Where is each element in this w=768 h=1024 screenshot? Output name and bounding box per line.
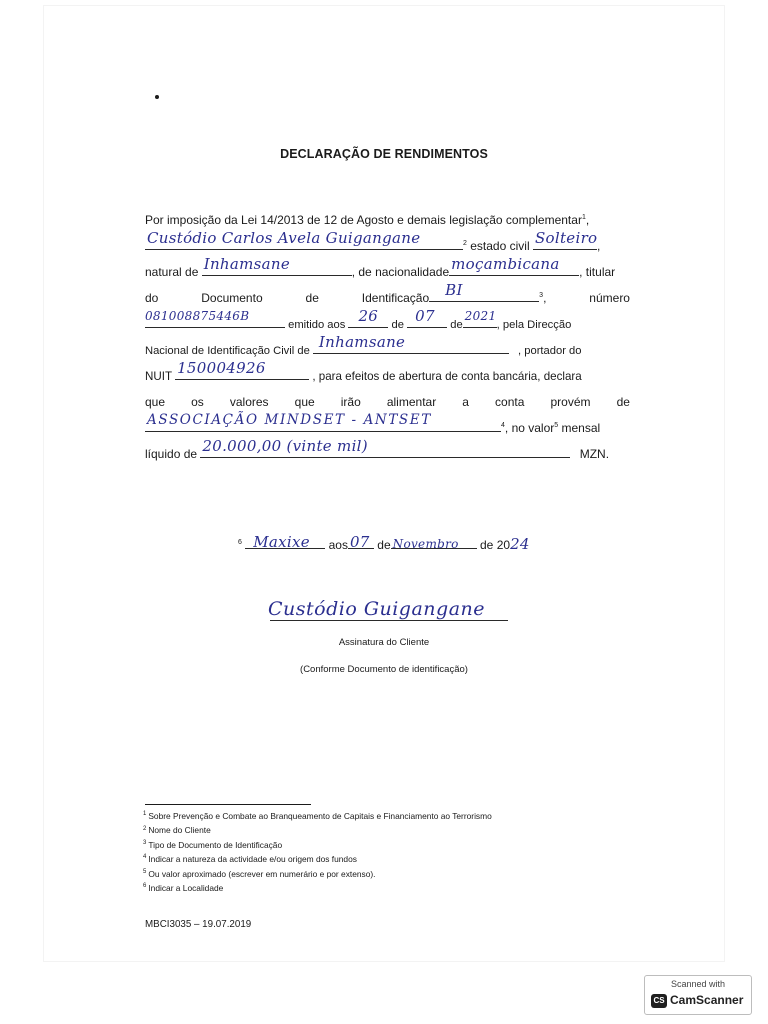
- fund-origin-value: ASSOCIAÇÃO MINDSET - ANTSET: [147, 412, 432, 429]
- camscanner-watermark: [644, 975, 752, 1015]
- date-month-field: [391, 533, 477, 549]
- word-de-1: de: [391, 319, 404, 331]
- word-de-4: de: [480, 538, 494, 552]
- nuit-field: [175, 359, 309, 380]
- line8-word: que: [294, 395, 315, 409]
- line1-text: Por imposição da Lei 14/2013 de 12 de Agosto e demais legislação complementar: [145, 213, 582, 227]
- line8-word: alimentar: [386, 395, 437, 409]
- footnote-item: [143, 867, 492, 881]
- word-do: do: [145, 291, 159, 305]
- camscanner-logo-icon: CS: [651, 994, 667, 1008]
- signature-line: [270, 620, 508, 621]
- scan-speck: [155, 95, 159, 99]
- footnote-item: [143, 809, 492, 823]
- footnote-number: 1: [143, 811, 147, 818]
- word-de: de: [305, 291, 319, 305]
- issue-year-value: 2021: [464, 309, 497, 324]
- nacionalidade-field: [449, 255, 579, 276]
- line-3: [145, 255, 630, 282]
- doc-number-field: [145, 309, 285, 328]
- issue-month-value: 07: [415, 307, 435, 326]
- line2-end: ,: [596, 239, 601, 253]
- no-valor-text: , no valor: [504, 421, 555, 435]
- date-month-value: Novembro: [392, 537, 459, 551]
- estado-civil-label: estado civil: [470, 239, 530, 253]
- footnote-ref-2: 2: [463, 240, 467, 247]
- footnote-item: [143, 838, 492, 852]
- nuit-label: NUIT: [145, 370, 172, 383]
- line8-word: a: [462, 395, 469, 409]
- year-suffix-value: 24: [510, 535, 530, 553]
- doc-type-value: BI: [445, 281, 463, 300]
- issue-month-field: [407, 307, 447, 328]
- footnote-number: 4: [143, 854, 147, 861]
- issue-day-value: 26: [358, 307, 379, 326]
- estado-civil-field: [533, 229, 598, 250]
- date-day-field: [348, 533, 374, 549]
- mensal-text: mensal: [561, 421, 601, 435]
- footnote-separator: [145, 804, 311, 805]
- footnote-number: 5: [143, 868, 147, 875]
- line1-end: ,: [585, 213, 590, 227]
- line8-word: provém: [550, 395, 591, 409]
- scanned-with-text: Scanned with: [670, 979, 726, 989]
- word-de-2: de: [450, 319, 463, 331]
- currency-text: MZN.: [579, 447, 610, 461]
- line8-word: irão: [340, 395, 361, 409]
- line8-word: os: [191, 395, 204, 409]
- form-code: MBCI3035 – 19.07.2019: [145, 919, 252, 930]
- place-value: Maxixe: [253, 533, 310, 551]
- natural-field: [202, 255, 352, 276]
- portador-text: , portador do: [518, 345, 582, 357]
- footnote-ref-1: 1: [581, 214, 586, 221]
- footnote-text: Indicar a natureza da actividade e/ou origem dos fundos: [148, 854, 357, 865]
- word-identificacao: Identificação: [361, 291, 430, 305]
- line8-word: conta: [495, 395, 525, 409]
- footnote-number: 2: [143, 825, 147, 832]
- date-place-line: [238, 533, 530, 553]
- line4-comma: ,: [543, 291, 547, 305]
- nuit-value: 150004926: [177, 359, 266, 378]
- issue-place-value: Inhamsane: [318, 333, 406, 352]
- line-7: [145, 359, 630, 386]
- footnote-ref-6: 6: [238, 539, 242, 546]
- footnote-ref-4: 4: [501, 422, 505, 429]
- issue-day-field: [348, 307, 388, 328]
- natural-value: Inhamsane: [203, 255, 291, 274]
- footnote-text: Nome do Cliente: [148, 825, 211, 836]
- fund-origin-field: [145, 412, 501, 432]
- amount-value: 20.000,00 (vinte mil): [202, 437, 368, 456]
- camscanner-name: CamScanner: [670, 993, 744, 1007]
- titular-text: , titular: [579, 265, 616, 279]
- client-name-field: [145, 229, 463, 250]
- line7-text: , para efeitos de abertura de conta bancária, declara: [312, 370, 582, 383]
- line-10: [145, 437, 630, 464]
- footnote-number: 3: [143, 840, 147, 847]
- document-title: DECLARAÇÃO DE RENDIMENTOS: [280, 147, 488, 161]
- word-numero: número: [589, 291, 630, 305]
- line8-word: de: [616, 395, 630, 409]
- word-de-3: de: [377, 538, 391, 552]
- doc-type-field: [429, 281, 539, 302]
- liquido-label: líquido de: [145, 447, 198, 461]
- line8-word: que: [145, 395, 166, 409]
- pela-text: , pela Direcção: [496, 319, 572, 331]
- year-prefix: 20: [496, 538, 511, 552]
- line6-text: Nacional de Identificação Civil de: [145, 345, 310, 357]
- client-name-value: Custódio Carlos Avela Guigangane: [147, 229, 421, 248]
- footnote-number: 6: [143, 883, 147, 890]
- client-signature: Custódio Guigangane: [268, 598, 486, 620]
- date-day-value: 07: [349, 533, 370, 551]
- footnote-text: Sobre Prevenção e Combate ao Branqueamento de Capitais e Financiamento ao Terrorismo: [148, 811, 492, 821]
- signature-label: Assinatura do Cliente: [338, 637, 430, 648]
- natural-label: natural de: [145, 265, 199, 279]
- footnote-item: [143, 852, 492, 866]
- footnote-item: [143, 823, 492, 837]
- line8-word: valores: [229, 395, 269, 409]
- amount-field: [200, 437, 570, 458]
- word-documento: Documento: [201, 291, 263, 305]
- doc-number-value: 081008875446B: [145, 309, 250, 324]
- footnote-text: Indicar a Localidade: [148, 883, 224, 894]
- place-field: [245, 533, 325, 549]
- nacionalidade-label: , de nacionalidade: [351, 265, 450, 279]
- footnote-ref-5: 5: [554, 422, 559, 429]
- aos-text: aos: [328, 538, 348, 552]
- emitido-label: emitido aos: [288, 319, 346, 331]
- nacionalidade-value: moçambicana: [451, 255, 560, 274]
- footnote-item: [143, 881, 492, 895]
- estado-civil-value: Solteiro: [534, 229, 598, 248]
- footnote-text: Tipo de Documento de Identificação: [148, 839, 283, 850]
- footnote-text: Ou valor aproximado (escrever em numerário e por extenso).: [148, 868, 376, 879]
- footnotes: [143, 809, 492, 895]
- issue-year-field: [463, 309, 497, 328]
- conforme-note: (Conforme Documento de identificação): [300, 664, 468, 675]
- footnote-ref-3: 3: [539, 292, 544, 299]
- issue-place-field: [313, 333, 509, 354]
